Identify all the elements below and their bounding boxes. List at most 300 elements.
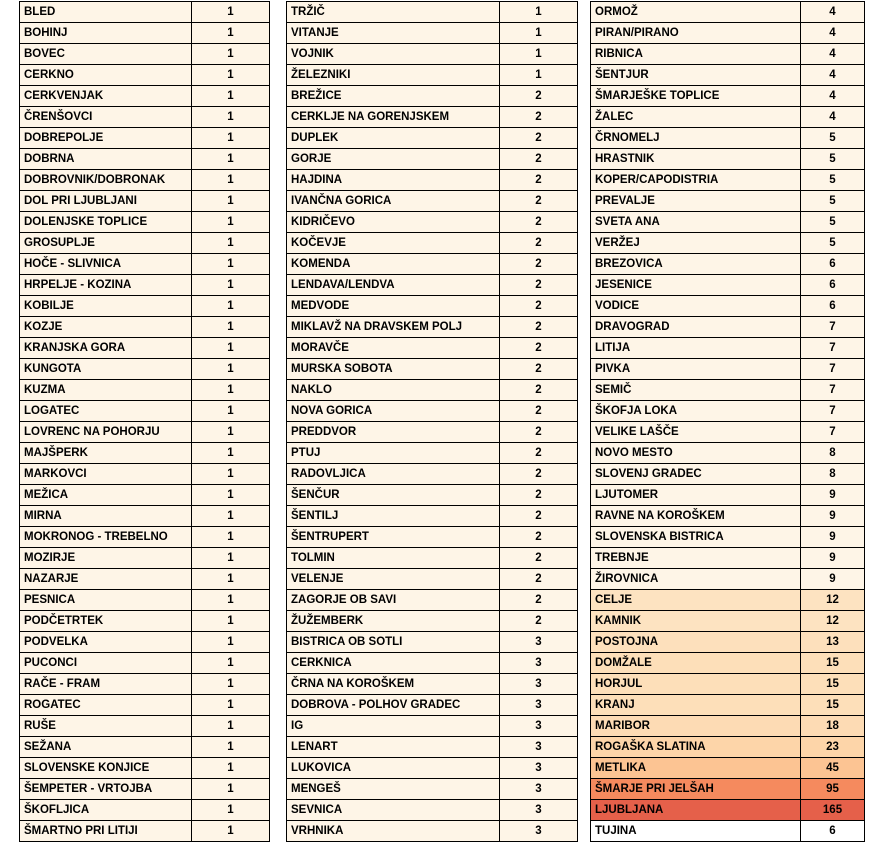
municipality-name-cell: DOBREPOLJE <box>20 128 192 149</box>
count-cell: 9 <box>801 527 865 548</box>
municipality-name-cell: ORMOŽ <box>591 2 801 23</box>
municipality-name-cell: MOZIRJE <box>20 548 192 569</box>
count-cell: 2 <box>500 128 578 149</box>
table-row <box>591 380 865 401</box>
table-row <box>20 380 270 401</box>
count-cell: 15 <box>801 695 865 716</box>
count-cell: 1 <box>192 338 270 359</box>
table-row <box>287 569 578 590</box>
municipality-name-cell: SEMIČ <box>591 380 801 401</box>
count-cell: 2 <box>500 296 578 317</box>
municipality-name-cell: MORAVČE <box>287 338 500 359</box>
municipality-name-cell: LOVRENC NA POHORJU <box>20 422 192 443</box>
count-cell: 9 <box>801 548 865 569</box>
table-row <box>287 317 578 338</box>
municipality-name-cell: PTUJ <box>287 443 500 464</box>
municipality-name-cell: TRŽIČ <box>287 2 500 23</box>
table-row <box>20 632 270 653</box>
municipality-name-cell: LITIJA <box>591 338 801 359</box>
municipality-name-cell: ŽELEZNIKI <box>287 65 500 86</box>
municipality-name-cell: RAVNE NA KOROŠKEM <box>591 506 801 527</box>
municipality-name-cell: PESNICA <box>20 590 192 611</box>
count-cell: 1 <box>192 107 270 128</box>
municipality-name-cell: KOČEVJE <box>287 233 500 254</box>
count-cell: 1 <box>192 737 270 758</box>
municipality-name-cell: HORJUL <box>591 674 801 695</box>
table-row <box>287 23 578 44</box>
municipality-name-cell: CELJE <box>591 590 801 611</box>
municipality-name-cell: VELIKE LAŠČE <box>591 422 801 443</box>
count-cell: 6 <box>801 296 865 317</box>
table-row <box>591 506 865 527</box>
table-row <box>591 821 865 842</box>
table-row <box>591 338 865 359</box>
municipality-name-cell: LENDAVA/LENDVA <box>287 275 500 296</box>
table-row <box>287 611 578 632</box>
table-row <box>20 401 270 422</box>
count-cell: 3 <box>500 674 578 695</box>
table-row <box>287 758 578 779</box>
municipality-name-cell: GORJE <box>287 149 500 170</box>
count-cell: 4 <box>801 2 865 23</box>
count-cell: 1 <box>192 569 270 590</box>
count-cell: 1 <box>500 2 578 23</box>
table-row <box>20 800 270 821</box>
municipality-name-cell: DOL PRI LJUBLJANI <box>20 191 192 212</box>
count-cell: 6 <box>801 275 865 296</box>
municipality-name-cell: PREDDVOR <box>287 422 500 443</box>
table-row <box>591 212 865 233</box>
table-row <box>287 716 578 737</box>
count-cell: 4 <box>801 86 865 107</box>
table-row <box>591 527 865 548</box>
table-row <box>591 359 865 380</box>
count-cell: 23 <box>801 737 865 758</box>
count-cell: 2 <box>500 254 578 275</box>
municipality-name-cell: DOBROVNIK/DOBRONAK <box>20 170 192 191</box>
table-row <box>20 44 270 65</box>
table-row <box>287 359 578 380</box>
count-cell: 1 <box>192 170 270 191</box>
municipality-name-cell: KAMNIK <box>591 611 801 632</box>
count-cell: 2 <box>500 212 578 233</box>
table-row <box>20 674 270 695</box>
municipality-name-cell: SEŽANA <box>20 737 192 758</box>
table-row <box>20 2 270 23</box>
count-cell: 2 <box>500 191 578 212</box>
table-row <box>287 401 578 422</box>
table-row <box>20 653 270 674</box>
municipality-name-cell: ŠMARTNO PRI LITIJI <box>20 821 192 842</box>
municipality-name-cell: PREVALJE <box>591 191 801 212</box>
table-row <box>20 233 270 254</box>
municipality-name-cell: BOVEC <box>20 44 192 65</box>
count-cell: 4 <box>801 65 865 86</box>
municipality-name-cell: TREBNJE <box>591 548 801 569</box>
table-row <box>20 422 270 443</box>
table-row <box>591 716 865 737</box>
count-cell: 15 <box>801 653 865 674</box>
table-row <box>287 506 578 527</box>
municipality-name-cell: GROSUPLJE <box>20 233 192 254</box>
count-cell: 1 <box>192 275 270 296</box>
count-cell: 9 <box>801 506 865 527</box>
count-cell: 5 <box>801 233 865 254</box>
count-cell: 9 <box>801 569 865 590</box>
municipality-name-cell: BREZOVICA <box>591 254 801 275</box>
count-cell: 3 <box>500 716 578 737</box>
municipality-name-cell: POSTOJNA <box>591 632 801 653</box>
municipality-name-cell: ŠENTJUR <box>591 65 801 86</box>
municipality-name-cell: DOLENJSKE TOPLICE <box>20 212 192 233</box>
table-row <box>287 212 578 233</box>
count-cell: 2 <box>500 233 578 254</box>
municipality-name-cell: ŠMARJEŠKE TOPLICE <box>591 86 801 107</box>
municipality-name-cell: VELENJE <box>287 569 500 590</box>
count-cell: 4 <box>801 44 865 65</box>
count-cell: 1 <box>192 212 270 233</box>
municipality-name-cell: JESENICE <box>591 275 801 296</box>
table-row <box>591 737 865 758</box>
table-row <box>287 65 578 86</box>
count-cell: 18 <box>801 716 865 737</box>
table-row <box>287 128 578 149</box>
count-cell: 3 <box>500 800 578 821</box>
count-cell: 3 <box>500 695 578 716</box>
municipality-name-cell: MENGEŠ <box>287 779 500 800</box>
table-row <box>287 653 578 674</box>
municipality-name-cell: MOKRONOG - TREBELNO <box>20 527 192 548</box>
municipality-name-cell: VODICE <box>591 296 801 317</box>
table-row <box>287 170 578 191</box>
table-row <box>287 737 578 758</box>
count-cell: 15 <box>801 674 865 695</box>
count-cell: 8 <box>801 443 865 464</box>
count-cell: 1 <box>192 506 270 527</box>
municipality-name-cell: RAČE - FRAM <box>20 674 192 695</box>
municipality-name-cell: RADOVLJICA <box>287 464 500 485</box>
table-row <box>591 107 865 128</box>
table-row <box>287 296 578 317</box>
count-cell: 2 <box>500 380 578 401</box>
count-cell: 1 <box>192 359 270 380</box>
count-cell: 95 <box>801 779 865 800</box>
table-row <box>287 380 578 401</box>
municipality-name-cell: DUPLEK <box>287 128 500 149</box>
table-column-1 <box>19 1 270 842</box>
count-cell: 1 <box>500 44 578 65</box>
count-cell: 7 <box>801 401 865 422</box>
municipality-name-cell: PODVELKA <box>20 632 192 653</box>
municipality-name-cell: SVETA ANA <box>591 212 801 233</box>
municipality-name-cell: MURSKA SOBOTA <box>287 359 500 380</box>
table-row <box>591 233 865 254</box>
table-row <box>591 443 865 464</box>
municipality-name-cell: LJUTOMER <box>591 485 801 506</box>
municipality-name-cell: LOGATEC <box>20 401 192 422</box>
municipality-name-cell: NOVO MESTO <box>591 443 801 464</box>
table-row <box>591 2 865 23</box>
municipality-name-cell: LENART <box>287 737 500 758</box>
municipality-name-cell: SLOVENJ GRADEC <box>591 464 801 485</box>
count-cell: 3 <box>500 632 578 653</box>
municipality-name-cell: HOČE - SLIVNICA <box>20 254 192 275</box>
table-row <box>591 653 865 674</box>
municipality-name-cell: KOZJE <box>20 317 192 338</box>
count-cell: 2 <box>500 464 578 485</box>
table-row <box>591 401 865 422</box>
count-cell: 3 <box>500 821 578 842</box>
municipality-name-cell: CERKNICA <box>287 653 500 674</box>
count-cell: 5 <box>801 128 865 149</box>
municipality-name-cell: TUJINA <box>591 821 801 842</box>
count-cell: 1 <box>192 296 270 317</box>
count-cell: 1 <box>192 485 270 506</box>
count-cell: 2 <box>500 170 578 191</box>
table-row <box>287 548 578 569</box>
table-row <box>591 590 865 611</box>
count-cell: 4 <box>801 107 865 128</box>
table-row <box>591 695 865 716</box>
table-row <box>287 149 578 170</box>
municipality-name-cell: RUŠE <box>20 716 192 737</box>
count-cell: 6 <box>801 821 865 842</box>
table-row <box>20 65 270 86</box>
table-row <box>20 779 270 800</box>
municipality-name-cell: NOVA GORICA <box>287 401 500 422</box>
municipality-name-cell: KOMENDA <box>287 254 500 275</box>
table-row <box>287 695 578 716</box>
count-cell: 2 <box>500 86 578 107</box>
table-row <box>591 128 865 149</box>
municipality-name-cell: SLOVENSKA BISTRICA <box>591 527 801 548</box>
table-row <box>20 758 270 779</box>
count-cell: 6 <box>801 254 865 275</box>
count-cell: 1 <box>192 527 270 548</box>
municipality-name-cell: HRASTNIK <box>591 149 801 170</box>
table-row <box>20 737 270 758</box>
count-cell: 1 <box>192 233 270 254</box>
municipality-name-cell: LJUBLJANA <box>591 800 801 821</box>
table-row <box>20 821 270 842</box>
count-cell: 1 <box>192 128 270 149</box>
table-row <box>591 464 865 485</box>
municipality-name-cell: HAJDINA <box>287 170 500 191</box>
municipality-name-cell: MIRNA <box>20 506 192 527</box>
table-row <box>591 65 865 86</box>
table-row <box>591 254 865 275</box>
table-row <box>287 527 578 548</box>
count-cell: 1 <box>192 821 270 842</box>
table-row <box>591 170 865 191</box>
table-row <box>591 86 865 107</box>
table-row <box>20 170 270 191</box>
municipality-name-cell: BREŽICE <box>287 86 500 107</box>
table-row <box>287 590 578 611</box>
table-row <box>20 149 270 170</box>
count-cell: 1 <box>192 191 270 212</box>
count-cell: 1 <box>192 632 270 653</box>
count-cell: 2 <box>500 569 578 590</box>
municipality-name-cell: BISTRICA OB SOTLI <box>287 632 500 653</box>
table-row <box>287 338 578 359</box>
count-cell: 3 <box>500 758 578 779</box>
municipality-name-cell: ŽIROVNICA <box>591 569 801 590</box>
table-row <box>591 317 865 338</box>
municipality-name-cell: IG <box>287 716 500 737</box>
table-row <box>20 485 270 506</box>
table-row <box>591 23 865 44</box>
count-cell: 8 <box>801 464 865 485</box>
municipality-name-cell: KOPER/CAPODISTRIA <box>591 170 801 191</box>
table-row <box>591 191 865 212</box>
table-row <box>287 800 578 821</box>
count-cell: 1 <box>192 65 270 86</box>
table-row <box>591 548 865 569</box>
municipality-name-cell: BOHINJ <box>20 23 192 44</box>
count-cell: 7 <box>801 359 865 380</box>
table-row <box>20 254 270 275</box>
table-row <box>20 548 270 569</box>
count-cell: 1 <box>192 779 270 800</box>
count-cell: 12 <box>801 611 865 632</box>
municipality-name-cell: LUKOVICA <box>287 758 500 779</box>
table-row <box>20 23 270 44</box>
municipality-name-cell: NAZARJE <box>20 569 192 590</box>
count-cell: 2 <box>500 590 578 611</box>
table-row <box>20 275 270 296</box>
municipality-name-cell: HRPELJE - KOZINA <box>20 275 192 296</box>
table-row <box>20 107 270 128</box>
table-row <box>287 632 578 653</box>
table-row <box>287 44 578 65</box>
count-cell: 1 <box>192 695 270 716</box>
municipality-name-cell: ZAGORJE OB SAVI <box>287 590 500 611</box>
table-row <box>287 422 578 443</box>
count-cell: 5 <box>801 191 865 212</box>
municipality-name-cell: VRHNIKA <box>287 821 500 842</box>
municipality-name-cell: ŠENTRUPERT <box>287 527 500 548</box>
count-cell: 4 <box>801 23 865 44</box>
municipality-name-cell: KUZMA <box>20 380 192 401</box>
municipality-name-cell: PIVKA <box>591 359 801 380</box>
count-cell: 1 <box>192 674 270 695</box>
count-cell: 2 <box>500 317 578 338</box>
municipality-name-cell: ČRENŠOVCI <box>20 107 192 128</box>
municipality-name-cell: MIKLAVŽ NA DRAVSKEM POLJ <box>287 317 500 338</box>
table-row <box>287 443 578 464</box>
municipality-name-cell: ŽUŽEMBERK <box>287 611 500 632</box>
municipality-name-cell: MEŽICA <box>20 485 192 506</box>
table-row <box>20 296 270 317</box>
count-cell: 2 <box>500 443 578 464</box>
count-cell: 7 <box>801 317 865 338</box>
municipality-name-cell: KRANJ <box>591 695 801 716</box>
count-cell: 9 <box>801 485 865 506</box>
table-row <box>287 821 578 842</box>
count-cell: 1 <box>192 380 270 401</box>
count-cell: 2 <box>500 338 578 359</box>
table-row <box>20 695 270 716</box>
count-cell: 1 <box>192 716 270 737</box>
count-cell: 1 <box>192 548 270 569</box>
count-cell: 1 <box>192 86 270 107</box>
count-cell: 2 <box>500 107 578 128</box>
table-row <box>20 464 270 485</box>
municipality-name-cell: IVANČNA GORICA <box>287 191 500 212</box>
count-cell: 1 <box>192 149 270 170</box>
count-cell: 2 <box>500 485 578 506</box>
count-cell: 1 <box>500 65 578 86</box>
table-row <box>287 107 578 128</box>
table-row <box>20 506 270 527</box>
count-cell: 1 <box>192 800 270 821</box>
table-row <box>20 86 270 107</box>
municipality-name-cell: KOBILJE <box>20 296 192 317</box>
municipality-name-cell: ROGATEC <box>20 695 192 716</box>
count-cell: 5 <box>801 149 865 170</box>
municipality-name-cell: ČRNOMELJ <box>591 128 801 149</box>
table-row <box>591 611 865 632</box>
count-cell: 2 <box>500 527 578 548</box>
municipality-name-cell: TOLMIN <box>287 548 500 569</box>
municipality-name-cell: ŠENTILJ <box>287 506 500 527</box>
municipality-name-cell: VOJNIK <box>287 44 500 65</box>
count-cell: 5 <box>801 212 865 233</box>
table-row <box>591 422 865 443</box>
count-cell: 1 <box>192 317 270 338</box>
count-cell: 1 <box>192 44 270 65</box>
table-row <box>591 44 865 65</box>
table-row <box>20 128 270 149</box>
count-cell: 13 <box>801 632 865 653</box>
table-row <box>591 569 865 590</box>
count-cell: 3 <box>500 653 578 674</box>
count-cell: 165 <box>801 800 865 821</box>
count-cell: 2 <box>500 422 578 443</box>
municipality-name-cell: VERŽEJ <box>591 233 801 254</box>
table-row <box>287 674 578 695</box>
municipality-name-cell: DRAVOGRAD <box>591 317 801 338</box>
table-row <box>287 254 578 275</box>
table-row <box>20 611 270 632</box>
table-row <box>287 191 578 212</box>
table-row <box>20 338 270 359</box>
count-cell: 1 <box>192 443 270 464</box>
table-row <box>591 674 865 695</box>
municipality-name-cell: CERKNO <box>20 65 192 86</box>
table-row <box>287 464 578 485</box>
count-cell: 1 <box>192 254 270 275</box>
municipality-name-cell: PUCONCI <box>20 653 192 674</box>
municipality-name-cell: BLED <box>20 2 192 23</box>
table-row <box>20 716 270 737</box>
count-cell: 1 <box>192 464 270 485</box>
municipality-name-cell: CERKVENJAK <box>20 86 192 107</box>
count-cell: 1 <box>192 422 270 443</box>
count-cell: 1 <box>192 590 270 611</box>
municipality-name-cell: ŠEMPETER - VRTOJBA <box>20 779 192 800</box>
table-row <box>287 233 578 254</box>
municipality-name-cell: ŠKOFJA LOKA <box>591 401 801 422</box>
count-cell: 3 <box>500 779 578 800</box>
municipality-name-cell: KRANJSKA GORA <box>20 338 192 359</box>
table-row <box>20 443 270 464</box>
count-cell: 3 <box>500 737 578 758</box>
municipality-name-cell: VITANJE <box>287 23 500 44</box>
count-cell: 1 <box>500 23 578 44</box>
count-cell: 1 <box>192 758 270 779</box>
